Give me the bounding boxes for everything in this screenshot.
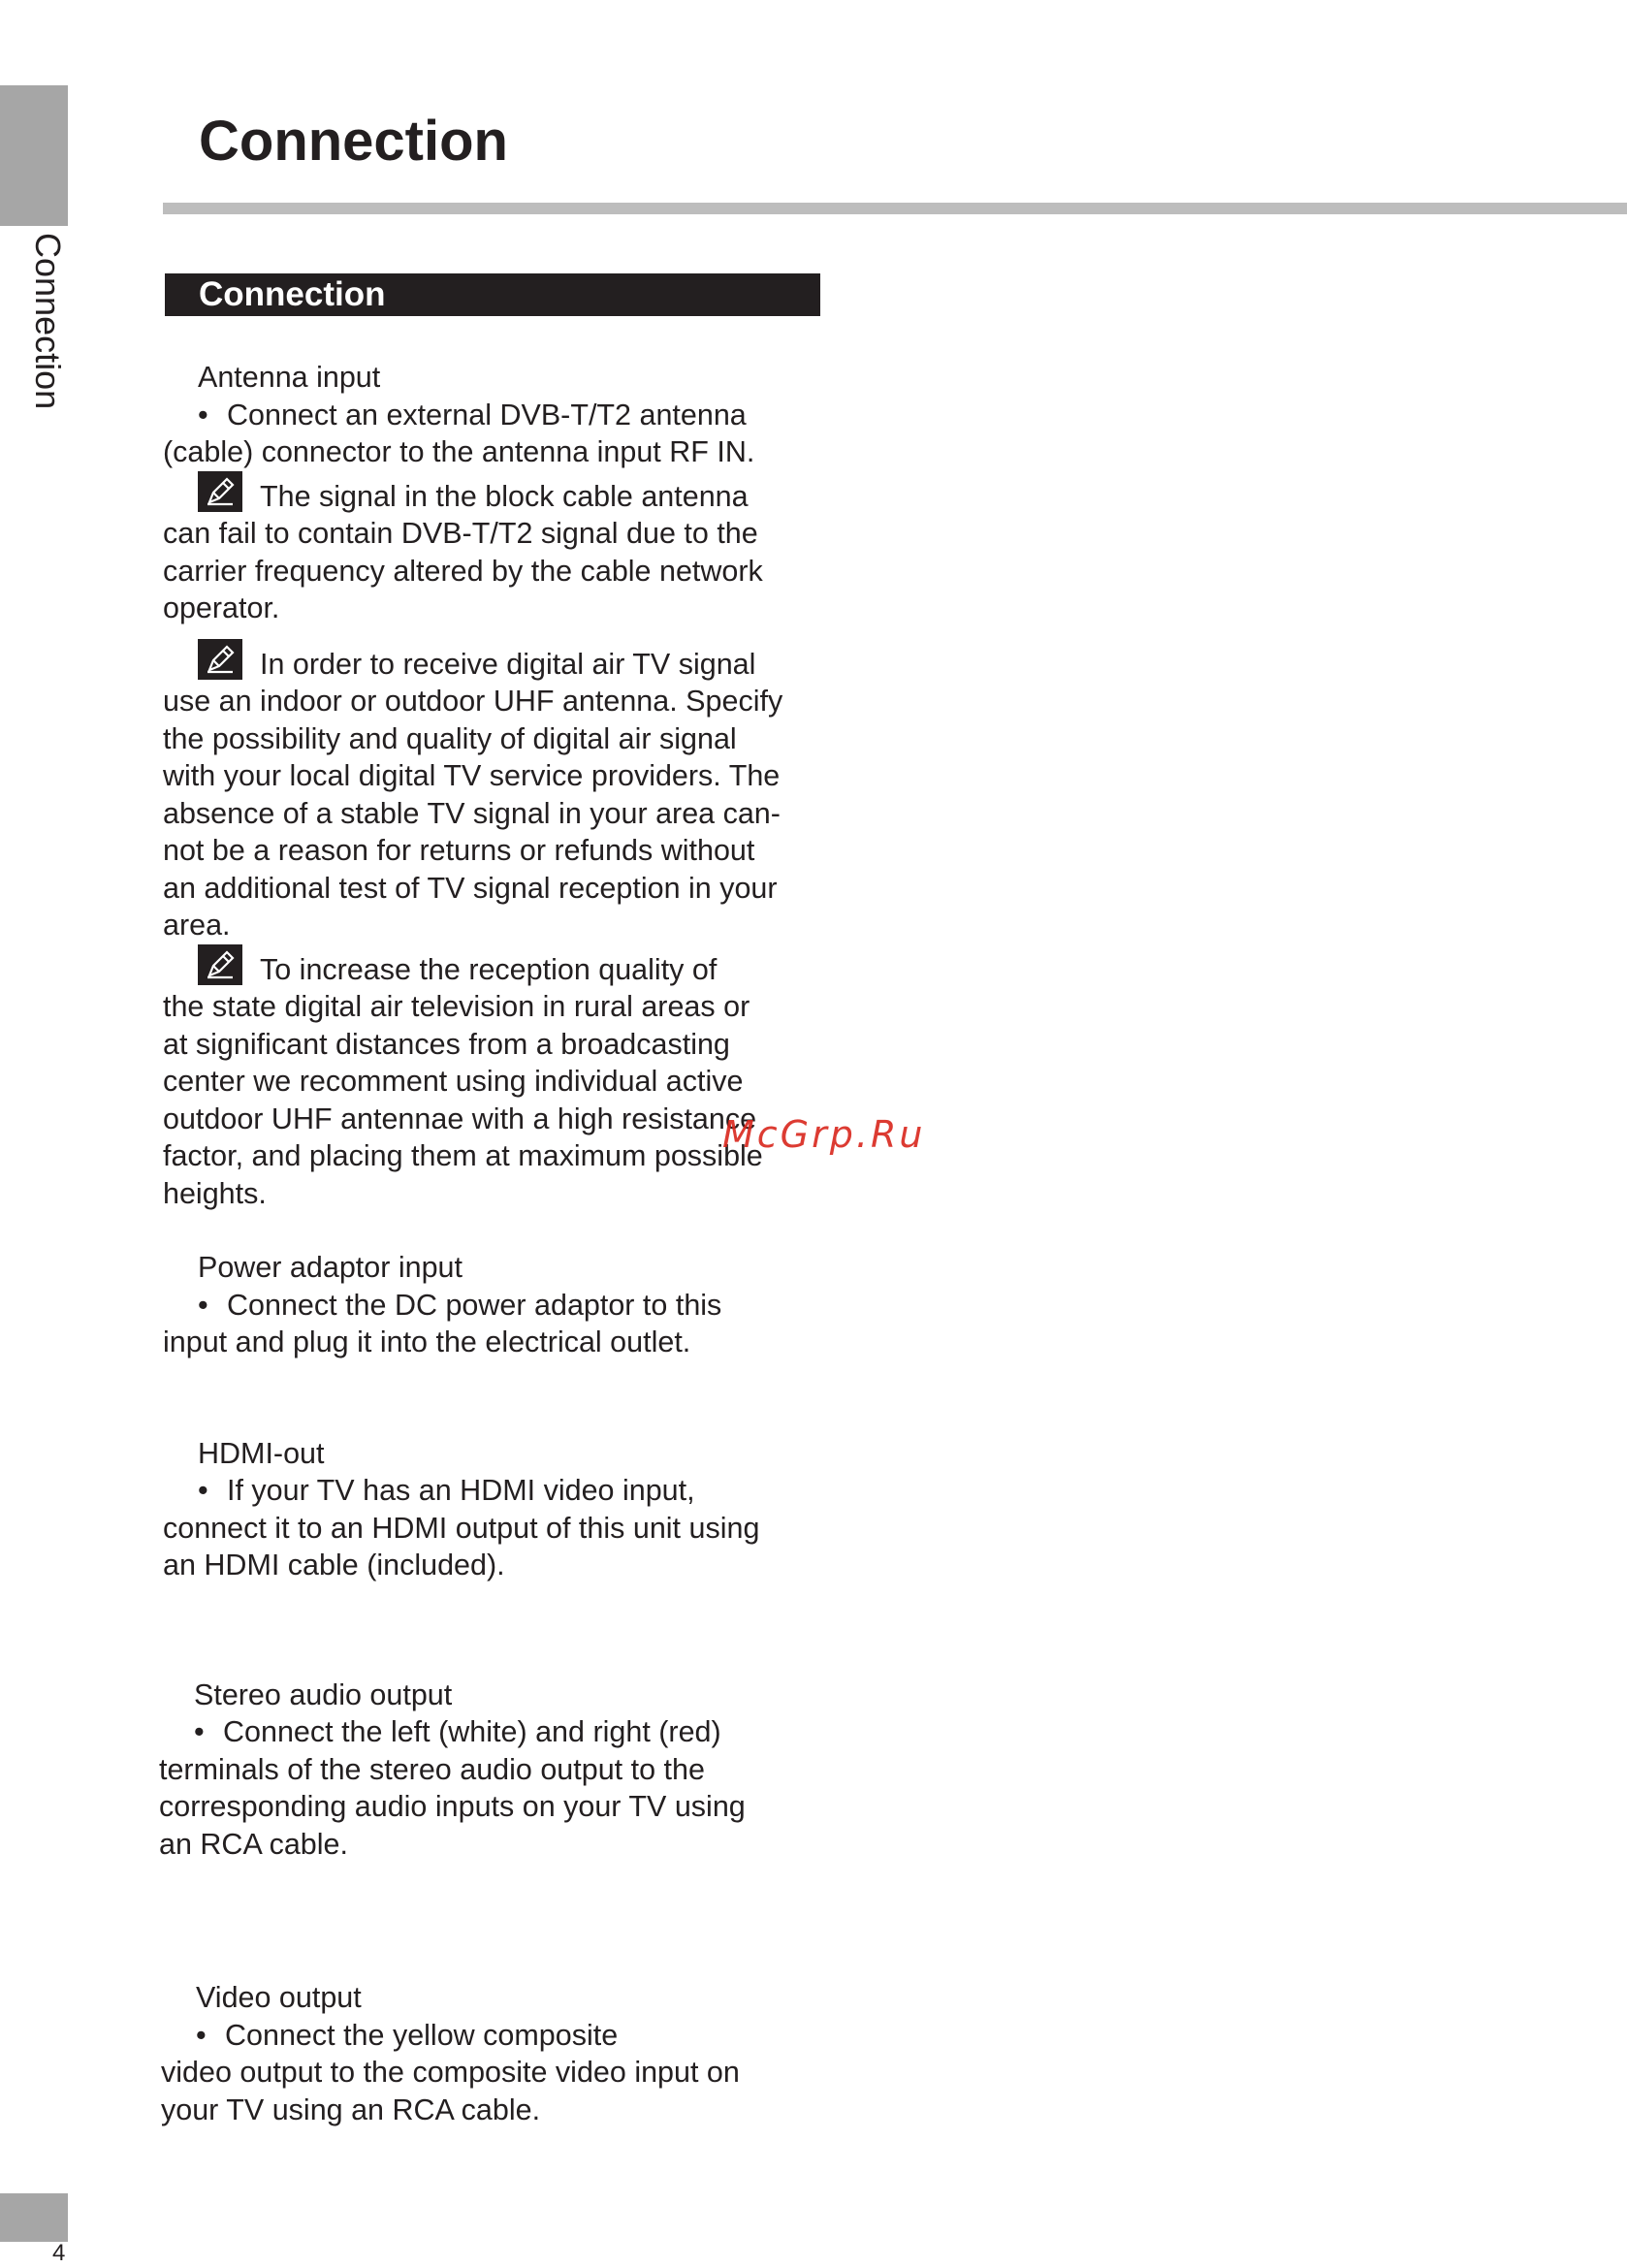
note-1-line: can fail to contain DVB-T/T2 signal due to the [163,517,758,550]
antenna-note-1 [163,471,832,516]
hdmi-heading: HDMI-out [198,1436,325,1470]
antenna-bullet-cont: (cable) connector to the antenna input RF IN. [163,435,755,468]
video-bullet [161,2017,832,2055]
spacer [163,1212,832,1249]
power-bullet-cont: input and plug it into the electrical outlet. [163,1326,691,1358]
stereo-line: terminals of the stereo audio output to the [159,1752,705,1786]
note-1-line: operator. [163,591,280,624]
page-title: Connection [199,110,508,173]
note-3-line: factor, and placing them at maximum possible [163,1139,763,1172]
note-2-line: the possibility and quality of digital air signal [163,721,737,755]
power-bullet [163,1287,832,1325]
note-1-first-line: The signal in the block cable antenna [260,479,749,513]
page-number: 4 [52,2240,66,2266]
video-line: video output to the composite video input on [161,2056,740,2089]
bullet-dot: • [194,1715,205,1748]
spacer [163,1863,832,1979]
note-3-line: outdoor UHF antennae with a high resistance [163,1102,757,1135]
bullet-dot: • [198,1474,208,1507]
stereo-bullet-text: Connect the left (white) and right (red) [223,1715,721,1748]
stereo-heading: Stereo audio output [194,1677,453,1711]
title-divider [163,203,1627,214]
watermark-text: McGrp.Ru [722,1113,926,1156]
antenna-bullet-text: Connect an external DVB-T/T2 antenna [227,398,747,431]
video-heading: Video output [196,1981,362,2014]
stereo-line: corresponding audio inputs on your TV using [159,1790,746,1823]
bullet-dot: • [198,1288,208,1322]
side-tab-marker [0,85,68,226]
stereo-block [159,1677,832,1864]
bullet-dot: • [196,2018,207,2052]
note-3-first-line: To increase the reception quality of [260,952,718,986]
spacer [163,1361,832,1435]
note-2-line: area. [163,909,231,942]
note-2-line: with your local digital TV service providers. The [163,759,781,792]
antenna-bullet [163,397,832,434]
power-bullet-text: Connect the DC power adaptor to this [227,1288,722,1322]
stereo-line: an RCA cable. [159,1827,348,1861]
note-3-line: the state digital air television in rural areas or [163,990,750,1023]
video-line: your TV using an RCA cable. [161,2092,541,2126]
note-2-line: absence of a stable TV signal in your area can- [163,796,781,830]
stereo-bullet [159,1713,832,1751]
spacer [163,1584,832,1677]
note-1-line: carrier frequency altered by the cable network [163,554,763,588]
note-3-line: at significant distances from a broadcasting [163,1027,730,1061]
note-2-first-line: In order to receive digital air TV signal [260,647,756,681]
bullet-dot: • [198,398,208,431]
note-2-line: use an indoor or outdoor UHF antenna. Specify [163,685,783,718]
note-2-line: not be a reason for returns or refunds without [163,834,755,867]
antenna-note-3 [163,944,832,989]
hdmi-bullet-text: If your TV has an HDMI video input, [227,1474,695,1507]
hdmi-line: an HDMI cable (included). [163,1549,505,1581]
hdmi-bullet [163,1472,832,1510]
video-bullet-text: Connect the yellow composite [225,2018,619,2052]
section-header-bar: Connection [165,273,820,316]
note-pencil-icon [198,471,242,512]
antenna-heading: Antenna input [198,361,381,394]
side-section-label: Connection [28,233,68,410]
note-2-line: an additional test of TV signal reception in your [163,871,778,905]
video-block [161,1979,832,2128]
hdmi-line: connect it to an HDMI output of this unit using [163,1511,760,1545]
note-3-line: heights. [163,1176,267,1210]
note-3-line: center we recomment using individual active [163,1065,744,1098]
power-heading: Power adaptor input [198,1251,463,1284]
page-number-tab [0,2193,68,2242]
content-column [159,359,832,2128]
antenna-note-2 [163,639,832,684]
note-pencil-icon [198,639,242,680]
note-pencil-icon [198,944,242,985]
